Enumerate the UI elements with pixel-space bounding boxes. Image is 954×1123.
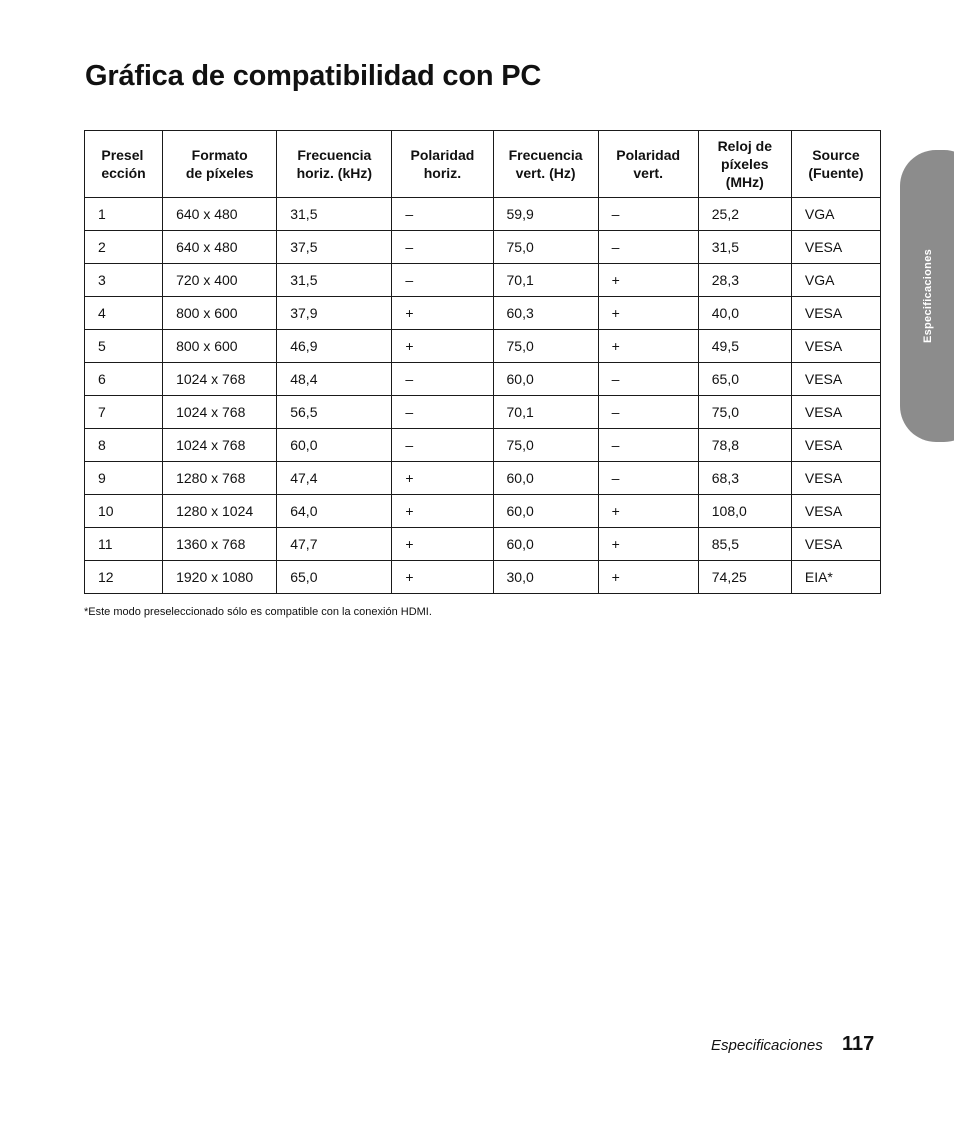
cell-preset: 9 bbox=[85, 462, 163, 495]
cell-pixel-clock: 31,5 bbox=[698, 231, 791, 264]
cell-source: VGA bbox=[791, 198, 880, 231]
side-tab-label: Especificaciones bbox=[922, 248, 934, 344]
table-row bbox=[85, 198, 881, 231]
cell-horizontal-frequency: 56,5 bbox=[277, 396, 392, 429]
cell-horizontal-polarity: – bbox=[392, 396, 493, 429]
cell-vertical-frequency: 70,1 bbox=[493, 264, 598, 297]
table-row bbox=[85, 231, 881, 264]
cell-horizontal-polarity: + bbox=[392, 330, 493, 363]
cell-pixel-format: 1024 x 768 bbox=[163, 363, 277, 396]
page-number: 117 bbox=[842, 1033, 875, 1055]
cell-pixel-clock: 25,2 bbox=[698, 198, 791, 231]
cell-preset: 2 bbox=[85, 231, 163, 264]
cell-pixel-format: 1920 x 1080 bbox=[163, 561, 277, 594]
cell-vertical-polarity: – bbox=[598, 231, 698, 264]
cell-horizontal-frequency: 47,4 bbox=[277, 462, 392, 495]
cell-source: VESA bbox=[791, 462, 880, 495]
cell-pixel-format: 1280 x 768 bbox=[163, 462, 277, 495]
cell-pixel-clock: 40,0 bbox=[698, 297, 791, 330]
cell-pixel-format: 640 x 480 bbox=[163, 231, 277, 264]
cell-source: VESA bbox=[791, 429, 880, 462]
cell-vertical-polarity: + bbox=[598, 495, 698, 528]
cell-pixel-format: 1360 x 768 bbox=[163, 528, 277, 561]
cell-preset: 3 bbox=[85, 264, 163, 297]
column-header-pixel-format: Formato de píxeles bbox=[163, 131, 277, 198]
column-header-preset: Presel ección bbox=[85, 131, 163, 198]
cell-vertical-polarity: – bbox=[598, 363, 698, 396]
cell-horizontal-frequency: 31,5 bbox=[277, 198, 392, 231]
cell-pixel-format: 800 x 600 bbox=[163, 297, 277, 330]
cell-vertical-polarity: + bbox=[598, 561, 698, 594]
table-row bbox=[85, 297, 881, 330]
table-row bbox=[85, 462, 881, 495]
cell-horizontal-polarity: + bbox=[392, 297, 493, 330]
cell-horizontal-frequency: 48,4 bbox=[277, 363, 392, 396]
cell-source: VESA bbox=[791, 330, 880, 363]
column-header-horizontal-frequency: Frecuencia horiz. (kHz) bbox=[277, 131, 392, 198]
cell-horizontal-polarity: – bbox=[392, 198, 493, 231]
cell-horizontal-frequency: 37,5 bbox=[277, 231, 392, 264]
column-header-vertical-polarity: Polaridad vert. bbox=[598, 131, 698, 198]
cell-pixel-format: 640 x 480 bbox=[163, 198, 277, 231]
cell-horizontal-frequency: 64,0 bbox=[277, 495, 392, 528]
cell-vertical-frequency: 60,3 bbox=[493, 297, 598, 330]
cell-vertical-polarity: – bbox=[598, 462, 698, 495]
cell-source: VGA bbox=[791, 264, 880, 297]
table-row bbox=[85, 528, 881, 561]
cell-preset: 12 bbox=[85, 561, 163, 594]
cell-vertical-polarity: + bbox=[598, 528, 698, 561]
cell-vertical-polarity: + bbox=[598, 297, 698, 330]
cell-pixel-clock: 75,0 bbox=[698, 396, 791, 429]
cell-source: VESA bbox=[791, 495, 880, 528]
cell-vertical-frequency: 75,0 bbox=[493, 330, 598, 363]
cell-pixel-clock: 108,0 bbox=[698, 495, 791, 528]
cell-pixel-format: 720 x 400 bbox=[163, 264, 277, 297]
cell-vertical-frequency: 59,9 bbox=[493, 198, 598, 231]
pc-compatibility-table bbox=[84, 130, 881, 594]
table-row bbox=[85, 330, 881, 363]
cell-preset: 1 bbox=[85, 198, 163, 231]
table-row bbox=[85, 429, 881, 462]
cell-vertical-frequency: 30,0 bbox=[493, 561, 598, 594]
cell-preset: 8 bbox=[85, 429, 163, 462]
column-header-vertical-frequency: Frecuencia vert. (Hz) bbox=[493, 131, 598, 198]
table-row bbox=[85, 264, 881, 297]
cell-horizontal-frequency: 60,0 bbox=[277, 429, 392, 462]
cell-horizontal-polarity: + bbox=[392, 528, 493, 561]
cell-vertical-frequency: 60,0 bbox=[493, 363, 598, 396]
cell-vertical-polarity: + bbox=[598, 330, 698, 363]
cell-pixel-clock: 78,8 bbox=[698, 429, 791, 462]
cell-source: VESA bbox=[791, 363, 880, 396]
cell-preset: 10 bbox=[85, 495, 163, 528]
page-title: Gráfica de compatibilidad con PC bbox=[85, 60, 542, 92]
cell-pixel-clock: 49,5 bbox=[698, 330, 791, 363]
cell-horizontal-frequency: 37,9 bbox=[277, 297, 392, 330]
cell-source: VESA bbox=[791, 396, 880, 429]
cell-pixel-format: 1024 x 768 bbox=[163, 396, 277, 429]
cell-horizontal-frequency: 47,7 bbox=[277, 528, 392, 561]
cell-horizontal-polarity: – bbox=[392, 264, 493, 297]
cell-pixel-format: 800 x 600 bbox=[163, 330, 277, 363]
table-row bbox=[85, 396, 881, 429]
cell-preset: 6 bbox=[85, 363, 163, 396]
cell-source: VESA bbox=[791, 528, 880, 561]
footer-section-title: Especificaciones bbox=[711, 1037, 823, 1054]
cell-horizontal-frequency: 65,0 bbox=[277, 561, 392, 594]
cell-horizontal-frequency: 31,5 bbox=[277, 264, 392, 297]
cell-vertical-frequency: 75,0 bbox=[493, 429, 598, 462]
cell-pixel-clock: 28,3 bbox=[698, 264, 791, 297]
table-row bbox=[85, 363, 881, 396]
cell-vertical-frequency: 60,0 bbox=[493, 495, 598, 528]
cell-horizontal-polarity: – bbox=[392, 231, 493, 264]
cell-vertical-frequency: 70,1 bbox=[493, 396, 598, 429]
cell-source: VESA bbox=[791, 297, 880, 330]
column-header-source: Source (Fuente) bbox=[791, 131, 880, 198]
cell-vertical-frequency: 60,0 bbox=[493, 528, 598, 561]
cell-horizontal-polarity: – bbox=[392, 363, 493, 396]
table-row bbox=[85, 561, 881, 594]
table-header-row bbox=[85, 131, 881, 198]
cell-preset: 7 bbox=[85, 396, 163, 429]
cell-preset: 11 bbox=[85, 528, 163, 561]
cell-source: VESA bbox=[791, 231, 880, 264]
cell-pixel-format: 1280 x 1024 bbox=[163, 495, 277, 528]
cell-pixel-clock: 68,3 bbox=[698, 462, 791, 495]
cell-vertical-frequency: 75,0 bbox=[493, 231, 598, 264]
cell-vertical-polarity: – bbox=[598, 429, 698, 462]
cell-vertical-polarity: + bbox=[598, 264, 698, 297]
cell-preset: 4 bbox=[85, 297, 163, 330]
footnote: *Este modo preseleccionado sólo es compatible con la conexión HDMI. bbox=[84, 606, 432, 618]
table-row bbox=[85, 495, 881, 528]
cell-horizontal-frequency: 46,9 bbox=[277, 330, 392, 363]
cell-pixel-clock: 65,0 bbox=[698, 363, 791, 396]
cell-horizontal-polarity: – bbox=[392, 429, 493, 462]
cell-vertical-polarity: – bbox=[598, 198, 698, 231]
cell-source: EIA* bbox=[791, 561, 880, 594]
column-header-pixel-clock: Reloj de píxeles (MHz) bbox=[698, 131, 791, 198]
cell-horizontal-polarity: + bbox=[392, 462, 493, 495]
cell-preset: 5 bbox=[85, 330, 163, 363]
cell-horizontal-polarity: + bbox=[392, 561, 493, 594]
column-header-horizontal-polarity: Polaridad horiz. bbox=[392, 131, 493, 198]
cell-pixel-clock: 74,25 bbox=[698, 561, 791, 594]
table-body bbox=[85, 198, 881, 594]
cell-pixel-format: 1024 x 768 bbox=[163, 429, 277, 462]
cell-vertical-frequency: 60,0 bbox=[493, 462, 598, 495]
cell-pixel-clock: 85,5 bbox=[698, 528, 791, 561]
cell-horizontal-polarity: + bbox=[392, 495, 493, 528]
cell-vertical-polarity: – bbox=[598, 396, 698, 429]
